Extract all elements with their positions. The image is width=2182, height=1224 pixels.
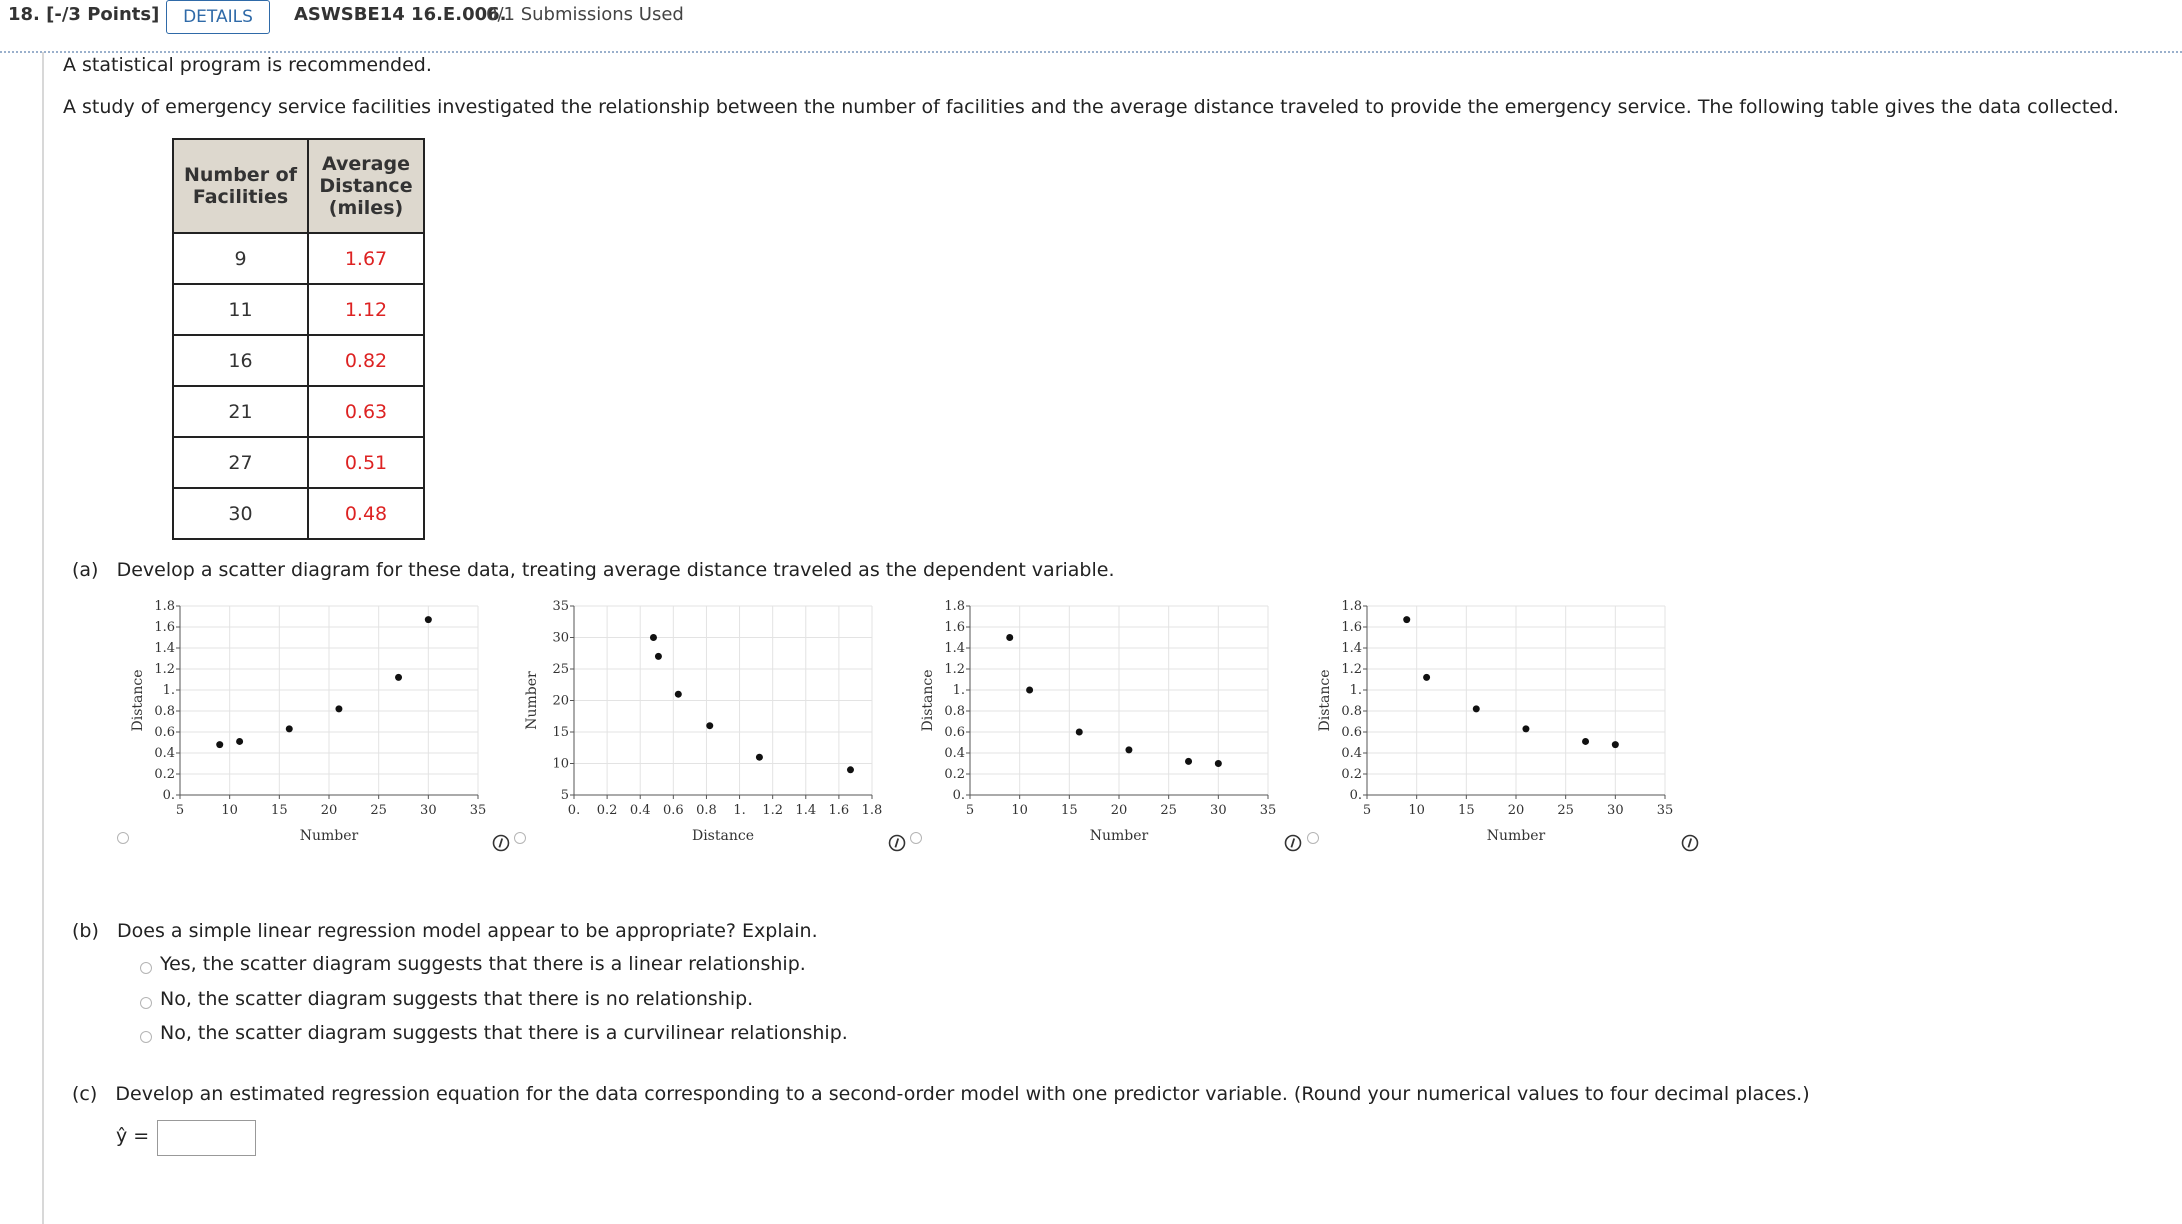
y-tick-label: 0.: [952, 788, 965, 803]
y-tick-label: 25: [552, 662, 569, 677]
scatter-plot-option-1: [120, 596, 520, 851]
x-tick-label: 1.4: [795, 803, 817, 818]
details-button[interactable]: DETAILS: [166, 0, 270, 34]
x-tick-label: 35: [1656, 803, 1674, 818]
info-circle-icon[interactable]: [888, 834, 906, 852]
scatter-point: [236, 738, 243, 745]
x-tick-label: 35: [469, 803, 487, 818]
option-label[interactable]: No, the scatter diagram suggests that there is no relationship.: [160, 988, 754, 1010]
x-tick-label: 1.8: [861, 803, 883, 818]
table-header-row: [173, 139, 424, 233]
y-tick-label: 1.4: [154, 641, 175, 656]
facilities-cell: 21: [173, 386, 308, 437]
radio-button-icon[interactable]: [140, 962, 152, 974]
left-rule: [42, 52, 44, 1224]
y-tick-label: 0.6: [154, 725, 175, 740]
radio-button-icon[interactable]: [140, 997, 152, 1009]
x-tick-label: 1.: [733, 803, 746, 818]
scatter-point: [1612, 741, 1619, 748]
x-tick-label: 20: [1110, 803, 1128, 818]
header-average-distance: [308, 139, 424, 233]
x-tick-label: 15: [1458, 803, 1475, 818]
y-tick-label: 0.4: [1341, 746, 1362, 761]
scatter-point: [1215, 760, 1222, 767]
scatter-point: [1403, 616, 1410, 623]
header-col1-line1: Number of: [183, 164, 298, 186]
scatter-plot-svg: [514, 596, 914, 851]
x-tick-label: 10: [1408, 803, 1425, 818]
x-axis-label: Distance: [691, 828, 755, 844]
facilities-cell: 11: [173, 284, 308, 335]
plot-option-3-radio[interactable]: [910, 832, 922, 844]
yhat-label: ŷ =: [116, 1125, 150, 1147]
x-tick-label: 0.4: [629, 803, 651, 818]
scatter-point: [1582, 738, 1589, 745]
y-tick-label: 0.2: [1341, 767, 1362, 782]
scatter-point: [1522, 725, 1529, 732]
x-tick-label: 15: [271, 803, 288, 818]
facilities-cell: 9: [173, 233, 308, 284]
x-tick-label: 10: [1011, 803, 1028, 818]
scatter-point: [1473, 705, 1480, 712]
scatter-point: [1076, 729, 1083, 736]
y-tick-label: 1.8: [1341, 599, 1362, 614]
header-col2-line2: Distance: [319, 175, 413, 197]
y-tick-label: 1.6: [1341, 620, 1362, 635]
y-tick-label: 1.: [952, 683, 965, 698]
x-tick-label: 1.6: [828, 803, 850, 818]
data-table: [172, 138, 425, 540]
question-code: ASWSBE14 16.E.006.: [294, 4, 507, 25]
y-tick-label: 0.: [1349, 788, 1362, 803]
x-tick-label: 5: [965, 803, 975, 818]
y-tick-label: 0.8: [1341, 704, 1362, 719]
plot-option-1-radio[interactable]: [117, 832, 129, 844]
y-tick-label: 1.: [162, 683, 175, 698]
x-tick-label: 0.8: [696, 803, 717, 818]
part-a-label: (a): [72, 559, 99, 581]
y-tick-label: 0.6: [1341, 725, 1362, 740]
part-b-text: [72, 920, 818, 942]
y-tick-label: 1.: [1349, 683, 1362, 698]
distance-cell: 0.48: [308, 488, 424, 539]
y-tick-label: 1.2: [944, 662, 965, 677]
y-tick-label: 0.4: [944, 746, 965, 761]
y-axis-label: Number: [524, 671, 540, 730]
y-tick-label: 0.8: [154, 704, 175, 719]
y-tick-label: 5: [560, 788, 569, 803]
y-tick-label: 30: [552, 630, 569, 646]
facilities-cell: 16: [173, 335, 308, 386]
facilities-cell: 27: [173, 437, 308, 488]
scatter-point: [395, 674, 402, 681]
y-tick-label: 15: [552, 725, 569, 740]
plot-option-4-radio[interactable]: [1307, 832, 1319, 844]
y-axis-label: Distance: [130, 669, 146, 732]
scatter-point: [847, 766, 854, 773]
part-c-instruction: Develop an estimated regression equation for the data corresponding to a second-order model with one predictor variable. (Round your numerical values to four decimal places.): [115, 1083, 1810, 1105]
y-tick-label: 1.6: [944, 620, 965, 635]
x-tick-label: 15: [1061, 803, 1078, 818]
question-number: 18. [-/3 Points]: [8, 4, 160, 25]
x-tick-label: 30: [1607, 803, 1624, 818]
y-tick-label: 1.2: [154, 662, 175, 677]
part-a-instruction: Develop a scatter diagram for these data, treating average distance traveled as the dependent variable.: [116, 559, 1115, 581]
distance-cell: 0.63: [308, 386, 424, 437]
x-tick-label: 10: [221, 803, 238, 818]
plot-option-2-radio[interactable]: [514, 832, 526, 844]
x-tick-label: 20: [1507, 803, 1525, 818]
y-tick-label: 1.8: [944, 599, 965, 614]
distance-cell: 1.67: [308, 233, 424, 284]
distance-cell: 1.12: [308, 284, 424, 335]
x-tick-label: 25: [370, 803, 387, 818]
info-circle-icon[interactable]: [492, 834, 510, 852]
scatter-point: [756, 754, 763, 761]
y-tick-label: 1.6: [154, 620, 175, 635]
y-tick-label: 1.2: [1341, 662, 1362, 677]
part-c-label: (c): [72, 1083, 98, 1105]
submissions-used: 0/1 Submissions Used: [486, 4, 684, 25]
x-tick-label: 25: [1160, 803, 1177, 818]
scatter-point: [1026, 687, 1033, 694]
problem-description: A study of emergency service facilities investigated the relationship between the number of facilities and the average distance traveled to provide the emergency service. The following table gives the data collected.: [63, 96, 2120, 118]
scatter-point: [1185, 758, 1192, 765]
regression-equation-input[interactable]: [157, 1120, 256, 1156]
scatter-point: [1423, 674, 1430, 681]
scatter-point: [1006, 634, 1013, 641]
table-row: [173, 233, 424, 284]
x-tick-label: 0.: [567, 803, 581, 818]
part-b-label: (b): [72, 920, 99, 942]
y-tick-label: 35: [552, 599, 569, 614]
table-row: [173, 284, 424, 335]
x-tick-label: 1.2: [762, 803, 784, 818]
x-tick-label: 5: [175, 803, 185, 818]
y-tick-label: 0.4: [154, 746, 175, 761]
scatter-plot-svg: [1307, 596, 1707, 851]
scatter-point: [216, 741, 223, 748]
y-tick-label: 1.8: [154, 599, 175, 614]
x-axis-label: Number: [1089, 828, 1149, 844]
question-header: [0, 0, 2182, 53]
scatter-plot-option-4: [1307, 596, 1707, 851]
x-tick-label: 5: [1362, 803, 1372, 818]
y-tick-label: 10: [552, 756, 569, 772]
table-row: [173, 437, 424, 488]
scatter-point: [425, 616, 432, 623]
scatter-plot-option-2: [514, 596, 914, 851]
facilities-cell: 30: [173, 488, 308, 539]
scatter-point: [706, 722, 713, 729]
y-tick-label: 20: [552, 693, 569, 709]
y-tick-label: 0.6: [944, 725, 965, 740]
header-number-of-facilities: [173, 139, 308, 233]
x-tick-label: 30: [420, 803, 437, 818]
recommendation-text: A statistical program is recommended.: [63, 54, 432, 76]
table-row: [173, 335, 424, 386]
y-axis-label: Distance: [920, 669, 936, 732]
scatter-plot-svg: [910, 596, 1310, 851]
x-axis-label: Number: [1486, 828, 1546, 844]
option-label[interactable]: No, the scatter diagram suggests that there is a curvilinear relationship.: [160, 1022, 848, 1044]
distance-cell: 0.51: [308, 437, 424, 488]
scatter-point: [675, 691, 682, 698]
x-tick-label: 0.2: [596, 803, 618, 818]
part-a-text: [72, 559, 1115, 581]
x-axis-label: Number: [299, 828, 359, 844]
scatter-plot-option-3: [910, 596, 1310, 851]
y-axis-label: Distance: [1317, 669, 1333, 732]
x-tick-label: 0.6: [662, 803, 684, 818]
y-tick-label: 1.4: [1341, 641, 1362, 656]
table-row: [173, 386, 424, 437]
table-row: [173, 488, 424, 539]
scatter-point: [335, 705, 342, 712]
part-b-question: Does a simple linear regression model appear to be appropriate? Explain.: [117, 920, 818, 942]
header-col1-line2: Facilities: [192, 186, 289, 208]
x-tick-label: 35: [1259, 803, 1277, 818]
x-tick-label: 25: [1557, 803, 1574, 818]
info-circle-icon[interactable]: [1681, 834, 1699, 852]
scatter-point: [650, 634, 657, 641]
x-tick-label: 20: [320, 803, 338, 818]
x-tick-label: 30: [1210, 803, 1227, 818]
radio-button-icon[interactable]: [140, 1031, 152, 1043]
y-tick-label: 1.4: [944, 641, 965, 656]
info-circle-icon[interactable]: [1284, 834, 1302, 852]
scatter-plot-svg: [120, 596, 520, 851]
header-col2-line3: (miles): [328, 197, 404, 219]
distance-cell: 0.82: [308, 335, 424, 386]
scatter-point: [655, 653, 662, 660]
y-tick-label: 0.8: [944, 704, 965, 719]
y-tick-label: 0.2: [944, 767, 965, 782]
part-c-text: [72, 1083, 1810, 1105]
y-tick-label: 0.: [162, 788, 175, 803]
option-label[interactable]: Yes, the scatter diagram suggests that there is a linear relationship.: [160, 953, 806, 975]
scatter-point: [286, 725, 293, 732]
header-col2-line1: Average: [322, 153, 410, 175]
scatter-point: [1125, 746, 1132, 753]
y-tick-label: 0.2: [154, 767, 175, 782]
